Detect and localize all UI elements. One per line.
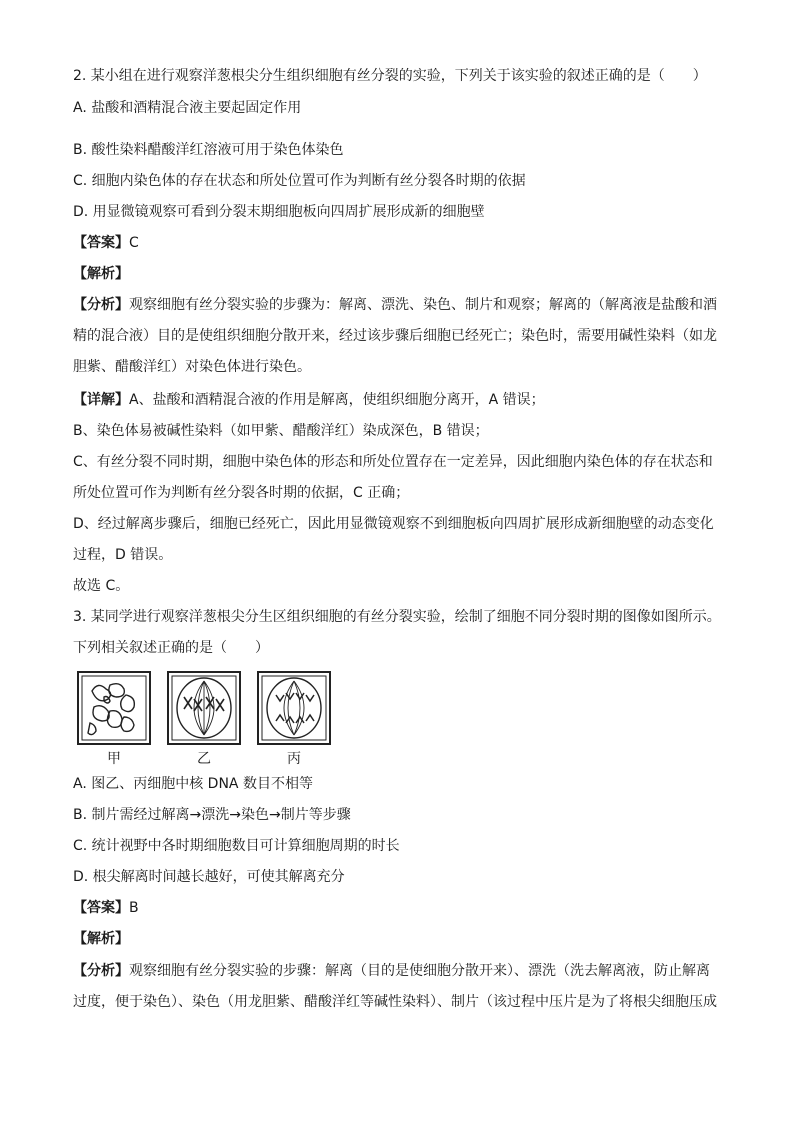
figure-label-bing: 丙 <box>287 751 301 767</box>
q2-conclusion: 故选 C。 <box>73 578 130 594</box>
q3-option-a: A. 图乙、丙细胞中核 DNA 数目不相等 <box>73 776 313 792</box>
q2-xiangjie-line-5: D、经过解离步骤后，细胞已经死亡，因此用显微镜观察不到细胞板向四周扩展形成新细胞壁的动态变化 <box>73 516 714 532</box>
q2-fenxi-line-2: 精的混合液）目的是使组织细胞分散开来，经过该步骤后细胞已经死亡；染色时，需要用碱性染料（如龙 <box>73 328 717 344</box>
q2-option-b: B. 酸性染料醋酸洋红溶液可用于染色体染色 <box>73 142 344 158</box>
q3-analysis-label: 【解析】 <box>73 931 129 947</box>
cell-bing-sketch <box>258 672 330 744</box>
fenxi-label: 【分析】 <box>73 297 129 313</box>
q3-option-d: D. 根尖解离时间越长越好，可使其解离充分 <box>73 869 345 885</box>
answer-value: B <box>129 900 139 916</box>
answer-label: 【答案】 <box>73 900 129 916</box>
q3-option-b: B. 制片需经过解离→漂洗→染色→制片等步骤 <box>73 807 351 823</box>
fenxi-text: 观察细胞有丝分裂实验的步骤：解离（目的是使细胞分散开来）、漂洗（洗去解离液，防止解离 <box>129 963 710 979</box>
cell-sketches <box>76 669 336 749</box>
xiangjie-text: A、盐酸和酒精混合液的作用是解离，使组织细胞分离开，A 错误； <box>129 392 545 408</box>
q3-answer <box>73 898 139 918</box>
cell-yi-sketch <box>168 672 240 744</box>
q3-option-c: C. 统计视野中各时期细胞数目可计算细胞周期的时长 <box>73 838 400 854</box>
figure-label-jia: 甲 <box>107 751 121 767</box>
q2-xiangjie-line-4: 所处位置可作为判断有丝分裂各时期的依据，C 正确； <box>73 485 410 501</box>
q2-xiangjie-line-3: C、有丝分裂不同时期，细胞中染色体的形态和所处位置存在一定差异，因此细胞内染色体的存在状态和 <box>73 454 713 470</box>
q2-xiangjie-line-2: B、染色体易被碱性染料（如甲紫、醋酸洋红）染成深色，B 错误； <box>73 423 489 439</box>
cell-jia-sketch <box>78 672 150 744</box>
q2-xiangjie-line-1 <box>73 390 545 410</box>
q3-stem-line-1: 3. 某同学进行观察洋葱根尖分生区组织细胞的有丝分裂实验，绘制了细胞不同分裂时期的图像如图所示。 <box>73 609 721 625</box>
answer-value: C <box>129 235 139 251</box>
q2-fenxi-line-3: 胆紫、醋酸洋红）对染色体进行染色。 <box>73 359 311 375</box>
q2-option-d: D. 用显微镜观察可看到分裂末期细胞板向四周扩展形成新的细胞壁 <box>73 204 485 220</box>
fenxi-text: 观察细胞有丝分裂实验的步骤为：解离、漂洗、染色、制片和观察；解离的（解离液是盐酸和酒 <box>129 297 717 313</box>
q2-fenxi-line-1 <box>73 295 717 315</box>
q2-answer <box>73 233 139 253</box>
q2-xiangjie-line-6: 过程，D 错误。 <box>73 547 173 563</box>
q2-stem: 2. 某小组在进行观察洋葱根尖分生组织细胞有丝分裂的实验，下列关于该实验的叙述正确的是（ ） <box>73 68 707 84</box>
answer-label: 【答案】 <box>73 235 129 251</box>
q3-fenxi-line-2: 过度，便于染色）、染色（用龙胆紫、醋酸洋红等碱性染料）、制片（该过程中压片是为了将根尖细胞压成 <box>73 994 717 1010</box>
fenxi-label: 【分析】 <box>73 963 129 979</box>
q3-fenxi-line-1 <box>73 961 710 981</box>
q2-option-a: A. 盐酸和酒精混合液主要起固定作用 <box>73 100 302 116</box>
figure-label-yi: 乙 <box>197 751 211 767</box>
xiangjie-label: 【详解】 <box>73 392 129 408</box>
q2-option-c: C. 细胞内染色体的存在状态和所处位置可作为判断有丝分裂各时期的依据 <box>73 173 526 189</box>
q2-analysis-label: 【解析】 <box>73 266 129 282</box>
q3-stem-line-2: 下列相关叙述正确的是（ ） <box>73 640 269 656</box>
